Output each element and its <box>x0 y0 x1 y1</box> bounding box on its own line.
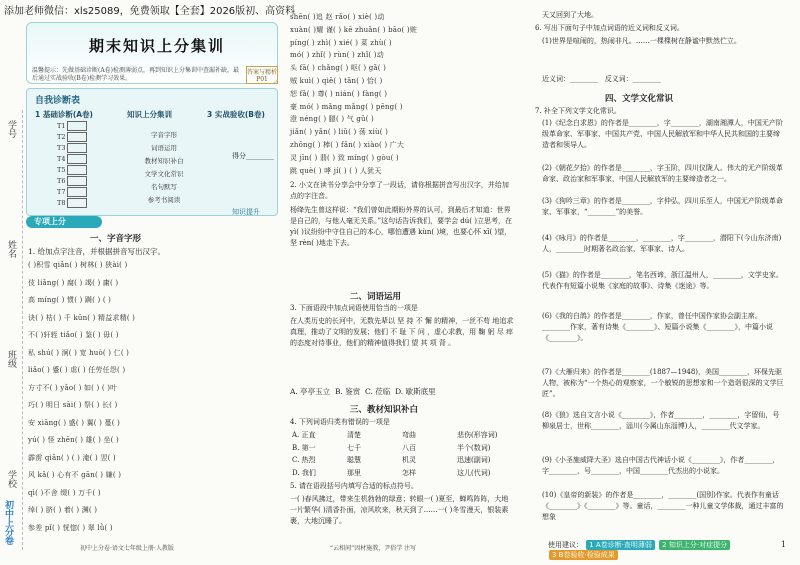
q6-fill[interactable]: 近义词：________ 反义词：________ <box>542 75 661 83</box>
q4-cell: 清楚 <box>347 431 361 439</box>
usage-tips <box>548 540 800 560</box>
self-eval-col2: 知识上分集训 <box>127 110 172 119</box>
q3-options <box>290 386 515 398</box>
middle-list-item: 名句默写 <box>151 183 177 191</box>
footer-left: 初中上分卷·语文七年级上册·人教版 <box>80 545 174 552</box>
pinyin-line[interactable]: 巧( ) 明日 sāi( ) 祭( ) 长( ) <box>28 401 118 409</box>
q3-stem: 3. 下面语段中加点词语使用恰当的一项是 <box>290 304 418 312</box>
middle-list-item: 文学文化常识 <box>144 170 184 178</box>
q7-item[interactable]: (2)《朝花夕拾》的作者是________，字玉阶，四川仪陇人。伟大的无产阶级革命家、政治家和军事家，中国人民解放军的主要缔造者之一。 <box>542 164 783 183</box>
q2-stem: 2. 小文在读书分享会中分享了一段话，请你根据拼音写出汉字，并给加点的字注音。 <box>290 181 509 200</box>
q5-stem: 5. 请在语段括号内填写合适的标点符号。 <box>290 482 418 490</box>
self-eval-row[interactable] <box>57 154 87 164</box>
self-eval-row[interactable] <box>57 165 87 175</box>
q7-item[interactable]: (5)《猫》的作者是________，笔名西谛，浙江温州人，________，文学史家。代表作有短篇小说集《家庭的故事》、诗集《迷途》等。 <box>542 271 783 290</box>
binding-spine <box>0 110 23 550</box>
pinyin-line[interactable]: 贼 kuì( ) qiě( ) tǎn( ) 恰( ) <box>290 77 383 85</box>
q6-text: (1)世界是喧闹的，热闹非凡。……一棵棵树在静谧中默然伫立。 <box>542 37 741 45</box>
self-eval-col1: 1 基础诊断(A卷) <box>35 110 93 119</box>
pinyin-line[interactable]: mó( ) zhǐ( ) rùn( ) zhǐ( )动 <box>290 51 384 60</box>
q4-cell: 迅速(副词) <box>457 456 491 464</box>
self-eval-row-label: T1 <box>57 122 66 130</box>
section3-heading: 三、教材知识补白 <box>350 405 419 415</box>
q6-synonym-label: 近义词： <box>542 75 570 83</box>
answer-key-label: 答案与精析 <box>247 69 278 76</box>
pinyin-line[interactable]: 跳 què( ) 哮 jí( ) ( ) 人犹天 <box>290 166 382 175</box>
self-eval-row-label: T2 <box>57 133 66 141</box>
self-eval-checkbox[interactable] <box>67 198 87 208</box>
q7-item[interactable]: (3)《狗吟三章》的作者是________，字仲弘，四川乐至人，中国无产阶级革命家、军事家，“________”的美誉。 <box>542 197 783 216</box>
knowledge-up-label: 知识提升 <box>232 208 260 216</box>
middle-list-item: 参考书阅读 <box>147 196 181 204</box>
self-eval-row[interactable] <box>57 132 87 142</box>
middle-item-list <box>129 129 199 207</box>
section2-heading: 二、词语运用 <box>350 292 402 302</box>
pinyin-line[interactable]: ( )积雪 qiǎn( ) 树林( ) 狭ài( ) <box>28 261 128 269</box>
middle-list-item: 词语运用 <box>151 144 177 152</box>
q7-item[interactable]: (8)《狼》选自文言小说《________》，作者________，________，字留仙，号柳泉居士，世称________，淄川(今属山东淄博)人，________代文学家。 <box>542 411 780 430</box>
pinyin-line[interactable]: 头 fā( ) chǎng( ) 呕( ) gǎ( ) <box>290 64 387 73</box>
q2-passage: 杨绛先生曾这样说：“我们曾如此期盼外界的认可，到最后才知道：世界是自己的，与他人毫无关系。”这句话告诉我们，要学会 dú( )立思考，在 yì( )议纷纷中守住自己的本心，哪怕遭遇 kùn( )境，也要心怀 xī( )望，坚 rèn( )地走下去。 <box>290 206 512 247</box>
pinyin-line[interactable]: 霹雳 qiǎn( ) ( ) 淹( ) 翌( ) <box>28 453 116 462</box>
q3-option-d[interactable]: D. 歇斯底里 <box>395 387 436 396</box>
section1-heading: 一、字音字形 <box>90 234 142 244</box>
pinyin-line[interactable]: jiǎn( ) yǎn( ) liǔ( ) 荡 xiù( ) <box>290 128 389 137</box>
brand-logo: 初中上分卷 <box>3 500 13 545</box>
intro-text: 温馨提示：先做基础诊断(A卷)检测薄弱点，再到知识上分集训中查漏补缺，最后通过实战验收(B卷)检测学习效果。 <box>32 67 240 82</box>
self-eval-checkbox[interactable] <box>67 187 87 197</box>
pinyin-line[interactable]: yú( ) 怪 zhēn( ) 雄( ) 坐( ) <box>28 436 119 444</box>
spine-label-class: 班级 <box>6 350 16 368</box>
q4-cell: 那里 <box>347 468 361 477</box>
footer-mid: “云相间”因材施教，尹俗学 注写 <box>330 545 417 552</box>
pinyin-line[interactable]: píng( ) zhì( ) xié( ) 菜 zhù( ) <box>290 38 392 47</box>
pinyin-line[interactable]: 豪 mó( ) mǎng mǎng( ) pēng( ) <box>290 102 403 111</box>
q4-cell: 八百 <box>402 443 416 452</box>
pinyin-line[interactable]: 高 míng( ) 惯( ) 蹒( ) ( ) <box>28 296 112 304</box>
self-eval-row-label: T7 <box>57 188 66 196</box>
pinyin-line[interactable]: 灵 jīn( ) 翡( ) 致 míng( ) gòu( ) <box>290 153 399 162</box>
q4-cell: 半个(数词) <box>457 443 491 452</box>
self-eval-row-label: T3 <box>57 144 66 152</box>
pinyin-line[interactable]: 不( )轩轾 tiǎo( ) 鉴( ) 毋( ) <box>28 331 119 339</box>
q4-option[interactable]: A. 正直 <box>292 431 316 439</box>
q3-option-a[interactable]: A. 亭亭玉立 <box>290 387 331 396</box>
self-eval-row-label: T8 <box>57 199 66 207</box>
page-title: 期末知识上分集训 <box>89 37 226 55</box>
section4-heading: 四、文学文化常识 <box>605 94 674 104</box>
pinyin-line[interactable]: 安 xiāng( ) 盛( ) 翼( ) 蔓( ) <box>28 418 120 427</box>
q4-cell: 悲伤(形容词) <box>457 431 498 439</box>
section-banner: 专项上分 <box>26 216 102 228</box>
usage-step-3: 3 B卷验收·检验成果 <box>549 550 618 560</box>
q7-item[interactable]: (10)《皇帝的新装》的作者是________，________(国别)作家。代表作有童话《________》《________》等。童话，________一种儿童文学体裁，通过丰富的想象 <box>542 491 784 521</box>
pinyin-line[interactable]: 参差 pǐ( ) 恍惚( ) 翠 lǜ( ) <box>28 523 113 532</box>
self-eval-row[interactable] <box>57 187 87 197</box>
q7-item[interactable]: (6)《我的白鸽》的作者是________，作家，曾任中国作家协会副主席。________作家，著有诗集《________》、短篇小说集《________》，中篇小说《________》。 <box>542 312 773 342</box>
self-eval-checkbox[interactable] <box>67 143 87 153</box>
self-eval-row-label: T6 <box>57 177 66 185</box>
pinyin-line[interactable]: 澄 néng( ) 腿( ) 气 gǔ( ) <box>290 115 374 124</box>
self-eval-checkbox[interactable] <box>67 132 87 142</box>
q7-stem: 7. 补全下列文学文化常识。 <box>535 107 621 115</box>
q3-option-b[interactable]: B. 鉴赏 <box>334 387 361 396</box>
self-eval-checkbox[interactable] <box>67 176 87 186</box>
self-eval-row[interactable] <box>57 198 87 208</box>
spine-label-name: 姓名 <box>6 240 16 258</box>
self-eval-col3: 3 实战验收(B卷) <box>207 110 265 119</box>
pinyin-line[interactable]: qì( )不舍 缀( ) 万千( ) <box>28 488 101 497</box>
q4-option[interactable]: D. 我们 <box>292 468 316 477</box>
pinyin-line[interactable]: 诀( ) 枯( ) 千 kūn( ) 精益求精( ) <box>28 313 136 322</box>
q5-passage: 一( )春风拂过，带来生机勃勃的绿意；转眼一( )夏至，蝉鸣阵阵，大地一片繁华( )清香扑面，凉风吹来，秋天到了……一( )冬雪漫天，银装素裹，大地沉睡了。 <box>290 495 509 525</box>
self-eval-title: 自我诊断表 <box>35 96 81 106</box>
q4-cell: 机灵 <box>402 456 416 464</box>
pinyin-line[interactable]: 伎 liǎng( ) 腐( ) 竭( ) 庸( ) <box>28 278 119 287</box>
q7-item[interactable]: (4)《咏月》的作者是________，________，字________，潜阳下(今山东济南)人，________时期著名政治家、军事家、诗人。 <box>542 234 782 253</box>
spine-label-id: 学号 <box>6 120 16 138</box>
q3-passage: 在人类历史的长河中，无数先辈以 坚 持 不 懈 的精神，一丝不苟 地追求真理，推动了文明的发展；他们 不 耻 下 问 ，虚心求教，用 鞠 躬 尽 瘁 的态度对待事业，他们的精神值得我们 望 其 项 背 。 <box>290 317 514 347</box>
q4-option[interactable]: B. 第一 <box>292 443 316 452</box>
spine-label-school: 学校 <box>6 470 16 488</box>
q7-item[interactable]: (7)《大雁归来》的作者是________(1887—1948)，美国________，环保先驱人物，被称为“一个热心的观察家，一个敏锐的思想家和一个造诣很深的文学巨匠”。 <box>542 368 784 398</box>
q4-cell: 弯曲 <box>402 431 416 439</box>
q4-cell: 七千 <box>347 443 361 452</box>
usage-step-2: 2 知识上分·对症提分 <box>659 540 730 550</box>
score-field[interactable]: 得分________ <box>232 152 274 160</box>
pinyin-line[interactable]: shēn( )追 赵 rǎo( ) xiè( )动 <box>290 13 385 21</box>
pinyin-line[interactable]: xuàn( )耀 谨( ) kē zhuǎn( ) bāo( )赃 <box>290 25 418 34</box>
page-number: 1 <box>780 540 786 549</box>
self-evaluation-table <box>26 88 278 216</box>
q3-option-c[interactable]: C. 莅临 <box>365 387 391 396</box>
q4-cell: 这儿(代词) <box>457 468 491 477</box>
score-label: 得分 <box>232 152 246 160</box>
pinyin-line[interactable]: 私 shú( ) 涧( ) 宽 huò( ) 仁( ) <box>28 348 130 357</box>
pinyin-line[interactable]: 风 kǎ( ) 心有不 gān( ) 嫌( ) <box>28 471 122 479</box>
q4-stem: 4. 下列词语归类有错误的一项是 <box>290 418 390 426</box>
usage-label: 使用建议： <box>548 541 583 549</box>
pinyin-line[interactable]: zhōng( ) 棒( ) fǎn( ) xiào( ) 广大 <box>290 141 405 149</box>
q4-cell: 聪慧 <box>347 456 361 464</box>
answer-key-page: P01 <box>256 76 268 83</box>
self-eval-row[interactable] <box>57 143 87 153</box>
q7-item[interactable]: (1)《纪念白求恩》的作者是________，字________，湖南湘潭人，中国无产阶级革命家、军事家、中国共产党、中国人民解放军和中华人民共和国的主要缔造者和领导人。 <box>542 119 783 149</box>
answer-key-badge <box>246 66 278 84</box>
q1-stem: 1. 给加点字注音，并根据拼音写出汉字。 <box>28 247 166 256</box>
self-eval-checkbox[interactable] <box>67 154 87 164</box>
q4-cell: 怎样 <box>402 468 416 477</box>
self-eval-checkbox[interactable] <box>67 165 87 175</box>
middle-list-item: 教材知识补白 <box>144 157 184 165</box>
q7-item[interactable]: (9)《小圣施威降大圣》选自中国古代神话小说《________》，作者________，字________，号________，中国________代杰出的小说家。 <box>542 456 780 475</box>
col3-top-line: 天又回到了大地。 <box>542 11 598 19</box>
watermark-text: 添加老师微信：xls25089，免费领取【全套】2026版初、高资料 <box>4 6 296 17</box>
self-eval-row-label: T4 <box>57 155 66 163</box>
usage-step-1: 1 A卷诊断·查明薄弱 <box>586 540 655 550</box>
self-eval-row[interactable] <box>57 176 87 186</box>
q4-option[interactable]: C. 热烈 <box>292 456 316 464</box>
pinyin-line[interactable]: 方寸不( ) yǎo( ) 如( ) ( )叶 <box>28 383 118 392</box>
pinyin-line[interactable]: 恕 fǎ( ) 尊( ) nián( ) fàng( ) <box>290 89 388 98</box>
self-eval-row[interactable] <box>57 121 87 131</box>
pinyin-line[interactable]: liǎo( ) 蹙( ) 虐( ) 任劳任怨( ) <box>28 366 126 374</box>
self-eval-row-label: T5 <box>57 166 66 174</box>
middle-list-item: 字音字形 <box>151 131 177 139</box>
pinyin-line[interactable]: 绰( ) 脐( ) 着( ) 渊( ) <box>28 506 98 514</box>
self-eval-checkbox[interactable] <box>67 121 87 131</box>
q6-antonym-label: 反义词： <box>604 75 633 83</box>
q6-stem: 6. 写出下面句子中加点词语的近义词和反义词。 <box>535 24 684 32</box>
